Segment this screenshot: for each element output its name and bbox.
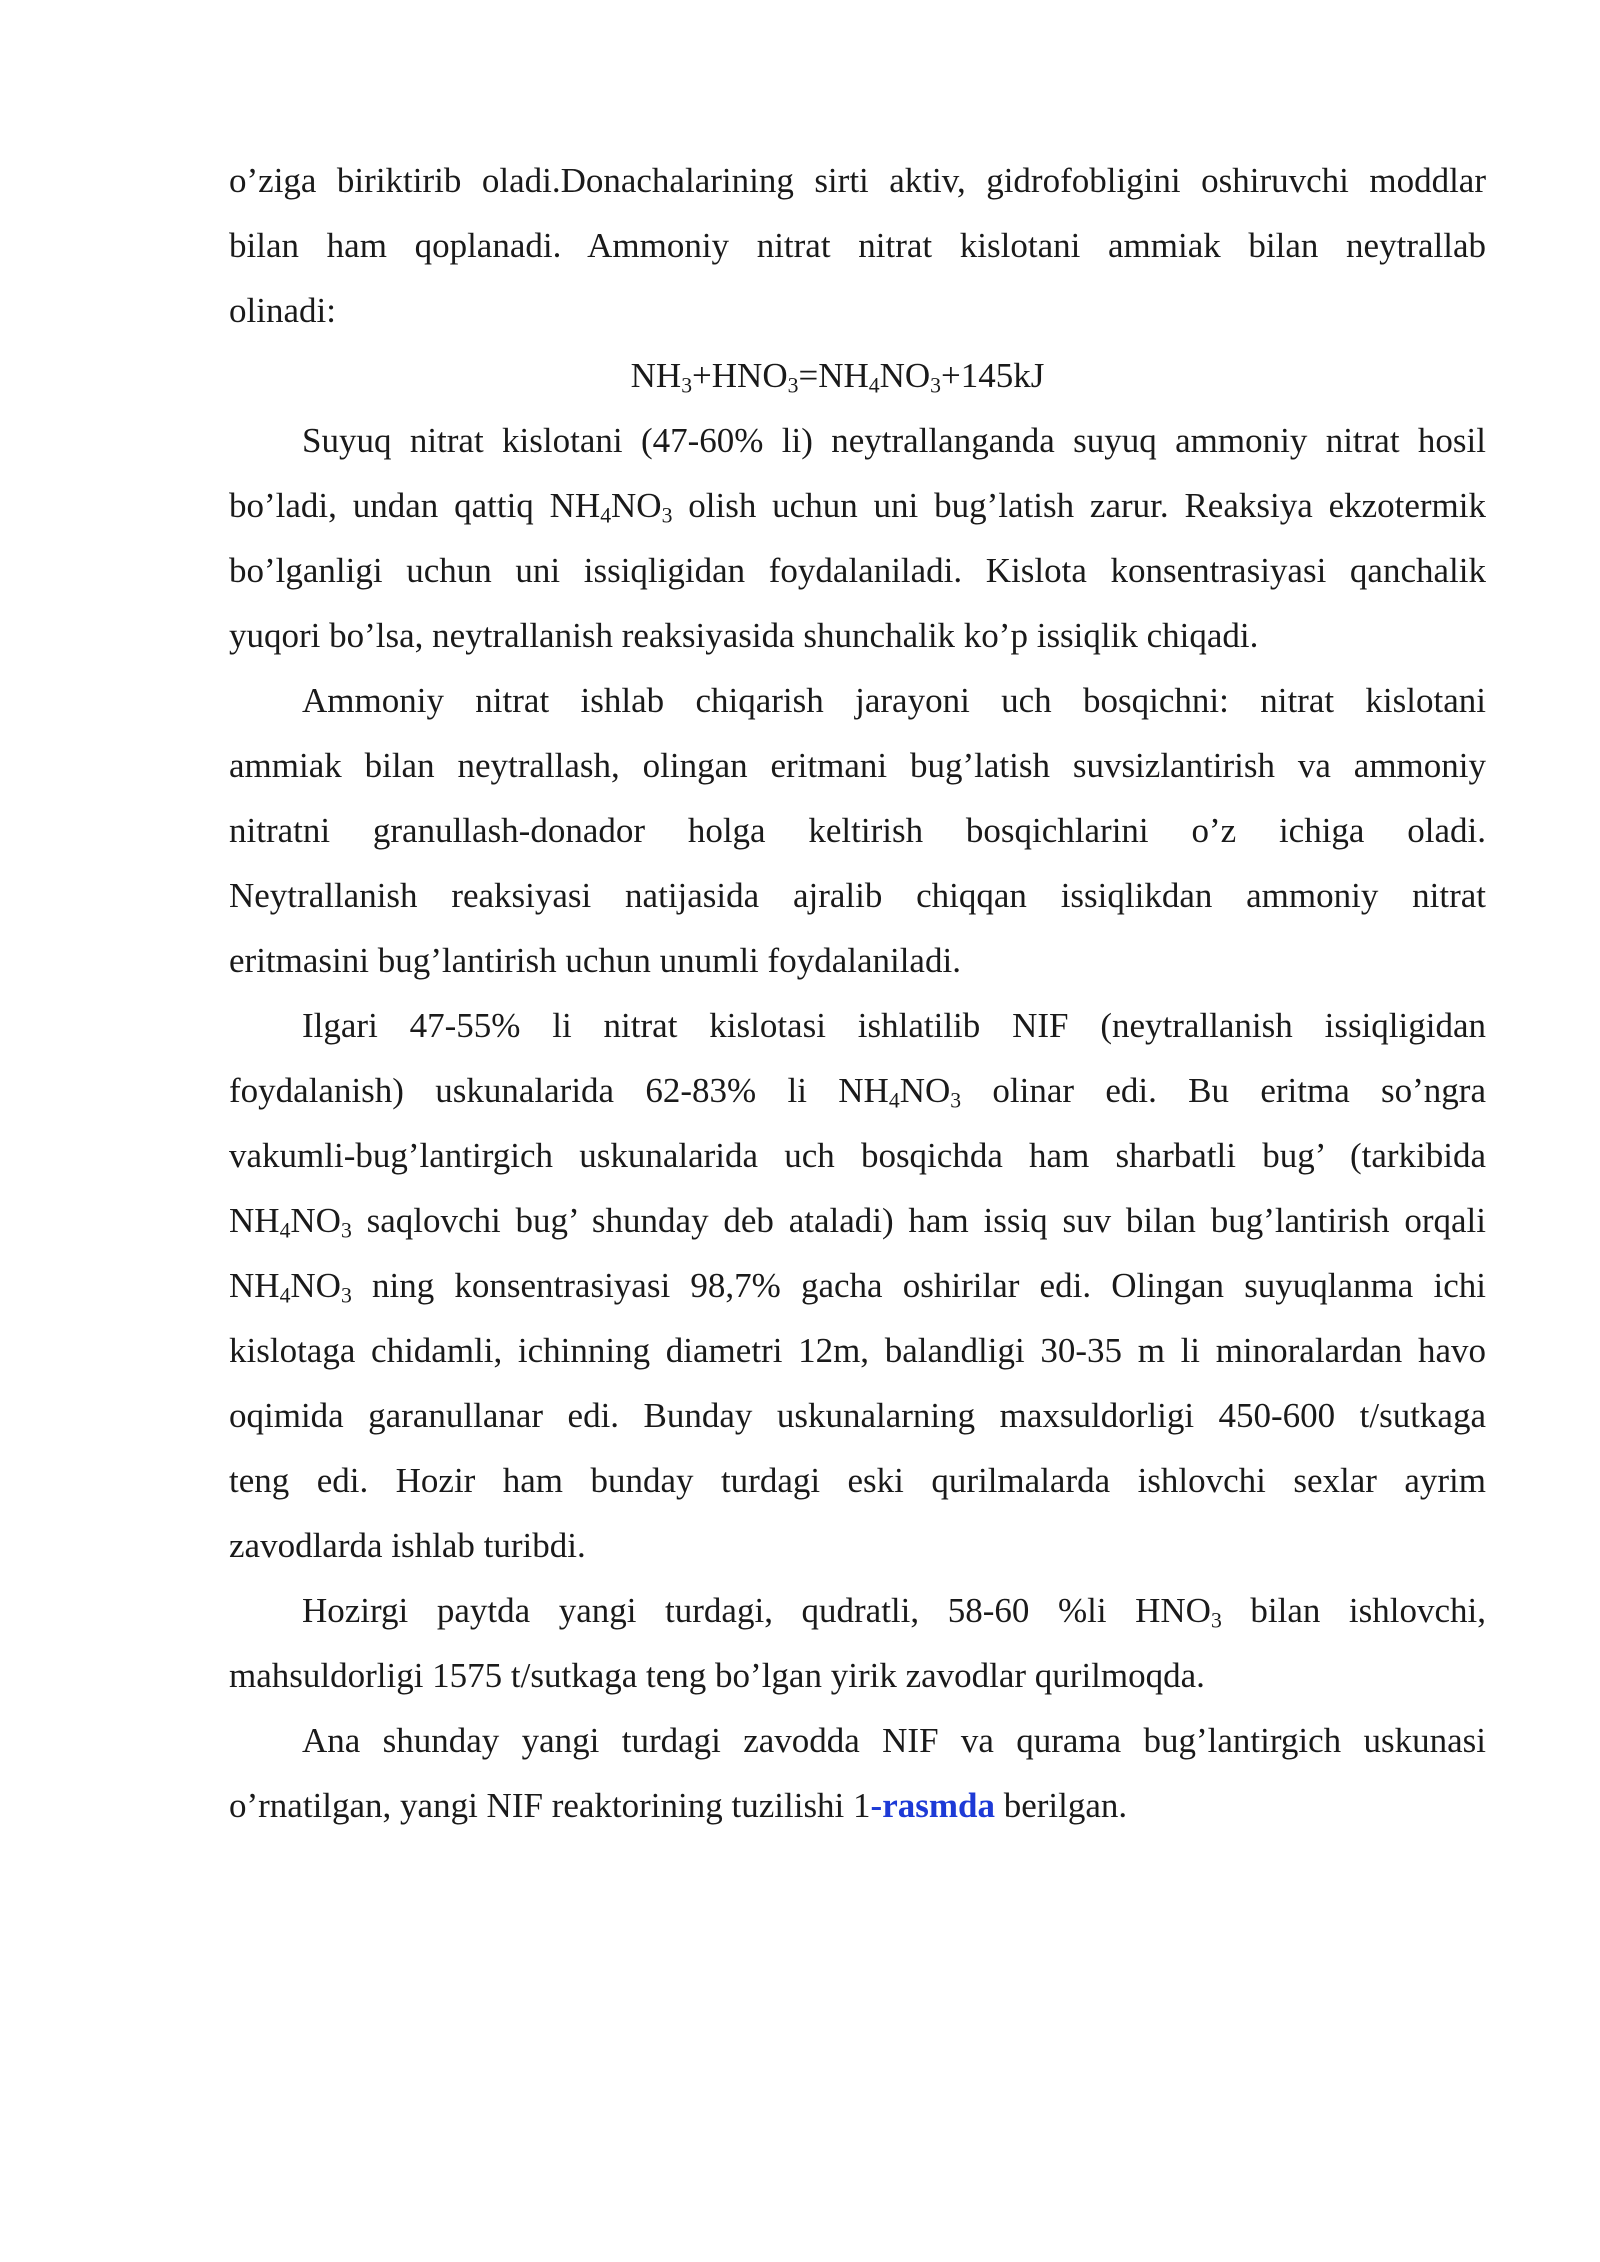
text-line: eritmasini bug’lantirish uchun unumli foydalaniladi. xyxy=(229,941,961,980)
text-line: nitratni granullash-donador holga keltirish bosqichlarini o’z ichiga oladi. xyxy=(229,811,1486,850)
text-line: bo’ladi, undan qattiq $NH_4NO_3$ olish uchun uni bug’latish zarur. Reaksiya ekzotermik xyxy=(229,486,1487,528)
text-line: bilan ham qoplanadi. Ammoniy nitrat nitrat kislotani ammiak bilan neytrallab xyxy=(229,226,1486,265)
text-line: Ilgari 47-55% li nitrat kislotasi ishlatilib NIF (neytrallanish issiqligidan xyxy=(302,1006,1486,1045)
reaction-formula: $NH_3+HNO_3=NH_4NO_3+145kJ$ xyxy=(630,356,1045,398)
text-line: oqimida garanullanar edi. Bunday uskunalarning maxsuldorligi 450-600 t/sutkaga xyxy=(229,1396,1486,1435)
text-line: Ammoniy nitrat ishlab chiqarish jarayoni uch bosqichni: nitrat kislotani xyxy=(302,681,1486,720)
text-line: $NH_4NO_3$ saqlovchi bug’ shunday deb ataladi) ham issiq suv bilan bug’lantirish orqali xyxy=(229,1201,1486,1243)
text-line: o’ziga biriktirib oladi.Donachalarining sirti aktiv, gidrofobligini oshiruvchi moddlar xyxy=(229,161,1486,200)
text-line: teng edi. Hozir ham bunday turdagi eski qurilmalarda ishlovchi sexlar ayrim xyxy=(229,1461,1486,1500)
text-line: ammiak bilan neytrallash, olingan eritmani bug’latish suvsizlantirish va ammoniy xyxy=(229,746,1486,785)
text-line: Neytrallanish reaksiyasi natijasida ajralib chiqqan issiqlikdan ammoniy nitrat xyxy=(229,876,1486,915)
text-line: o’rnatilgan, yangi NIF reaktorining tuzilishi 1-rasmda berilgan. xyxy=(229,1786,1128,1825)
text-line: vakumli-bug’lantirgich uskunalarida uch bosqichda ham sharbatli bug’ (tarkibida xyxy=(229,1136,1486,1175)
text-line: kislotaga chidamli, ichinning diametri 12m, balandligi 30-35 m li minoralardan havo xyxy=(229,1331,1486,1370)
figure-reference-link[interactable]: -rasmda xyxy=(870,1786,995,1825)
text-line: mahsuldorligi 1575 t/sutkaga teng bo’lgan yirik zavodlar qurilmoqda. xyxy=(229,1656,1205,1695)
text-line: $NH_4NO_3$ ning konsentrasiyasi 98,7% gacha oshirilar edi. Olingan suyuqlanma ichi xyxy=(229,1266,1486,1308)
text-line: bo’lganligi uchun uni issiqligidan foydalaniladi. Kislota konsentrasiyasi qanchalik xyxy=(229,551,1486,590)
text-line: foydalanish) uskunalarida 62-83% li $NH_4NO_3$ olinar edi. Bu eritma so’ngra xyxy=(229,1071,1487,1113)
text-line: zavodlarda ishlab turibdi. xyxy=(229,1526,586,1565)
text-line: Ana shunday yangi turdagi zavodda NIF va qurama bug’lantirgich uskunasi xyxy=(302,1721,1486,1760)
text-line: olinadi: xyxy=(229,291,336,330)
text-line: Hozirgi paytda yangi turdagi, qudratli, 58-60 %li $HNO_3$ bilan ishlovchi, xyxy=(302,1591,1487,1633)
text-line: yuqori bo’lsa, neytrallanish reaksiyasida shunchalik ko’p issiqlik chiqadi. xyxy=(229,616,1259,655)
text-line: Suyuq nitrat kislotani (47-60% li) neytrallanganda suyuq ammoniy nitrat hosil xyxy=(302,421,1486,460)
